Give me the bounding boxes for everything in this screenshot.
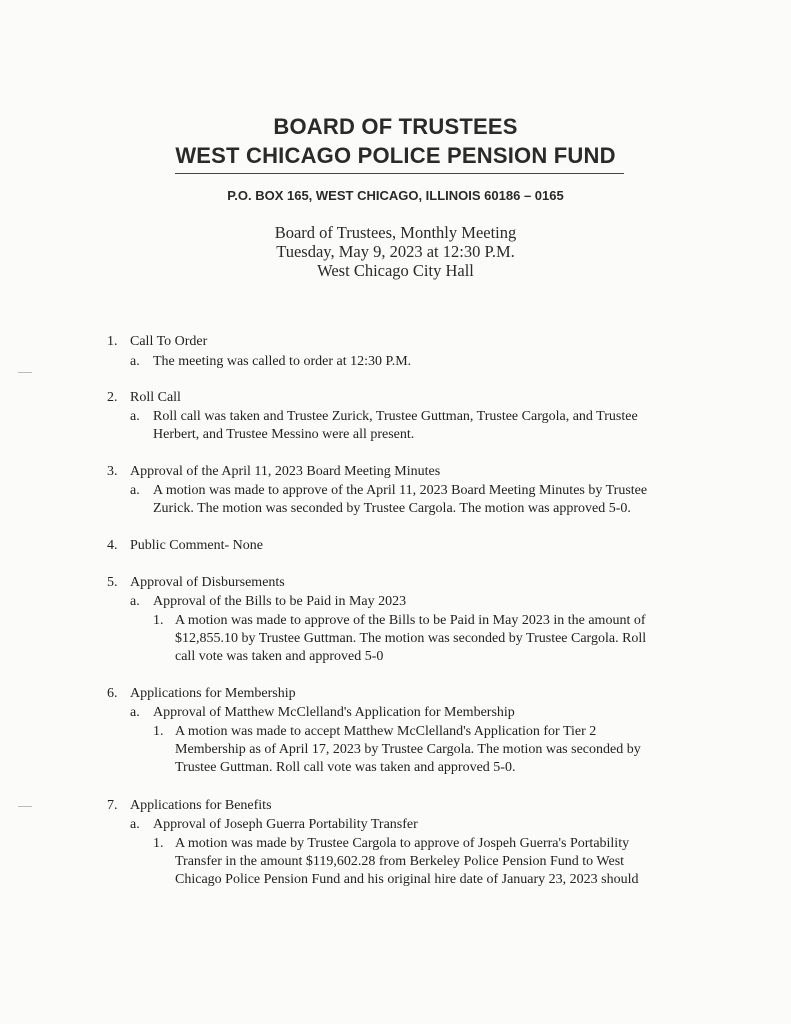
sub-sub-item-number: 1.	[153, 724, 164, 739]
sub-item-letter: a.	[130, 483, 140, 498]
item-heading: Call To Order	[130, 334, 208, 349]
mailing-address: P.O. BOX 165, WEST CHICAGO, ILLINOIS 60186 – 0165	[227, 188, 564, 203]
title-divider	[175, 173, 624, 174]
sub-item-text: Approval of Joseph Guerra Portability Transfer	[153, 817, 418, 832]
sub-sub-item-number: 1.	[153, 613, 164, 628]
item-heading: Applications for Benefits	[130, 798, 272, 813]
item-number: 6.	[107, 686, 118, 701]
sub-item-text: Zurick. The motion was seconded by Trustee Cargola. The motion was approved 5-0.	[153, 501, 631, 516]
sub-item-letter: a.	[130, 817, 140, 832]
sub-item-text: The meeting was called to order at 12:30 P.M.	[153, 354, 412, 369]
sub-item-letter: a.	[130, 354, 140, 369]
sub-sub-item-text: call vote was taken and approved 5-0	[175, 649, 384, 664]
item-heading: Applications for Membership	[130, 686, 296, 701]
item-number: 3.	[107, 464, 118, 479]
item-number: 7.	[107, 798, 118, 813]
sub-item-text: Approval of the Bills to be Paid in May 2023	[153, 594, 407, 609]
item-number: 5.	[107, 575, 118, 590]
item-heading: Approval of the April 11, 2023 Board Meeting Minutes	[130, 464, 441, 479]
item-heading: Roll Call	[130, 390, 181, 405]
margin-mark	[18, 806, 32, 807]
sub-sub-item-text: Transfer in the amount $119,602.28 from Berkeley Police Pension Fund to West	[175, 854, 625, 869]
item-number: 1.	[107, 334, 118, 349]
margin-mark	[18, 372, 32, 373]
sub-item-letter: a.	[130, 409, 140, 424]
meeting-title: Board of Trustees, Monthly Meeting	[274, 223, 517, 242]
sub-item-letter: a.	[130, 594, 140, 609]
meeting-location: West Chicago City Hall	[317, 261, 474, 280]
sub-item-text: Roll call was taken and Trustee Zurick, Trustee Guttman, Trustee Cargola, and Trustee	[153, 409, 638, 424]
sub-sub-item-text: A motion was made to approve of the Bills to be Paid in May 2023 in the amount of	[175, 613, 646, 628]
item-number: 2.	[107, 390, 118, 405]
sub-sub-item-text: A motion was made by Trustee Cargola to approve of Jospeh Guerra's Portability	[175, 836, 630, 851]
board-title: BOARD OF TRUSTEES	[273, 114, 518, 139]
sub-sub-item-text: A motion was made to accept Matthew McClelland's Application for Tier 2	[175, 724, 597, 739]
sub-sub-item-text: Trustee Guttman. Roll call vote was taken and approved 5-0.	[175, 760, 516, 775]
item-number: 4.	[107, 538, 118, 553]
item-heading: Public Comment- None	[130, 538, 263, 553]
fund-title: WEST CHICAGO POLICE PENSION FUND	[175, 143, 616, 168]
sub-sub-item-number: 1.	[153, 836, 164, 851]
sub-item-text: Approval of Matthew McClelland's Application for Membership	[153, 705, 515, 720]
sub-item-letter: a.	[130, 705, 140, 720]
item-heading: Approval of Disbursements	[130, 575, 285, 590]
sub-item-text: A motion was made to approve of the April 11, 2023 Board Meeting Minutes by Trustee	[153, 483, 648, 498]
sub-sub-item-text: Chicago Police Pension Fund and his original hire date of January 23, 2023 should	[175, 872, 639, 887]
sub-item-text: Herbert, and Trustee Messino were all present.	[153, 427, 415, 442]
meeting-date: Tuesday, May 9, 2023 at 12:30 P.M.	[276, 242, 515, 261]
sub-sub-item-text: Membership as of April 17, 2023 by Trustee Cargola. The motion was seconded by	[175, 742, 641, 757]
sub-sub-item-text: $12,855.10 by Trustee Guttman. The motion was seconded by Trustee Cargola. Roll	[175, 631, 647, 646]
